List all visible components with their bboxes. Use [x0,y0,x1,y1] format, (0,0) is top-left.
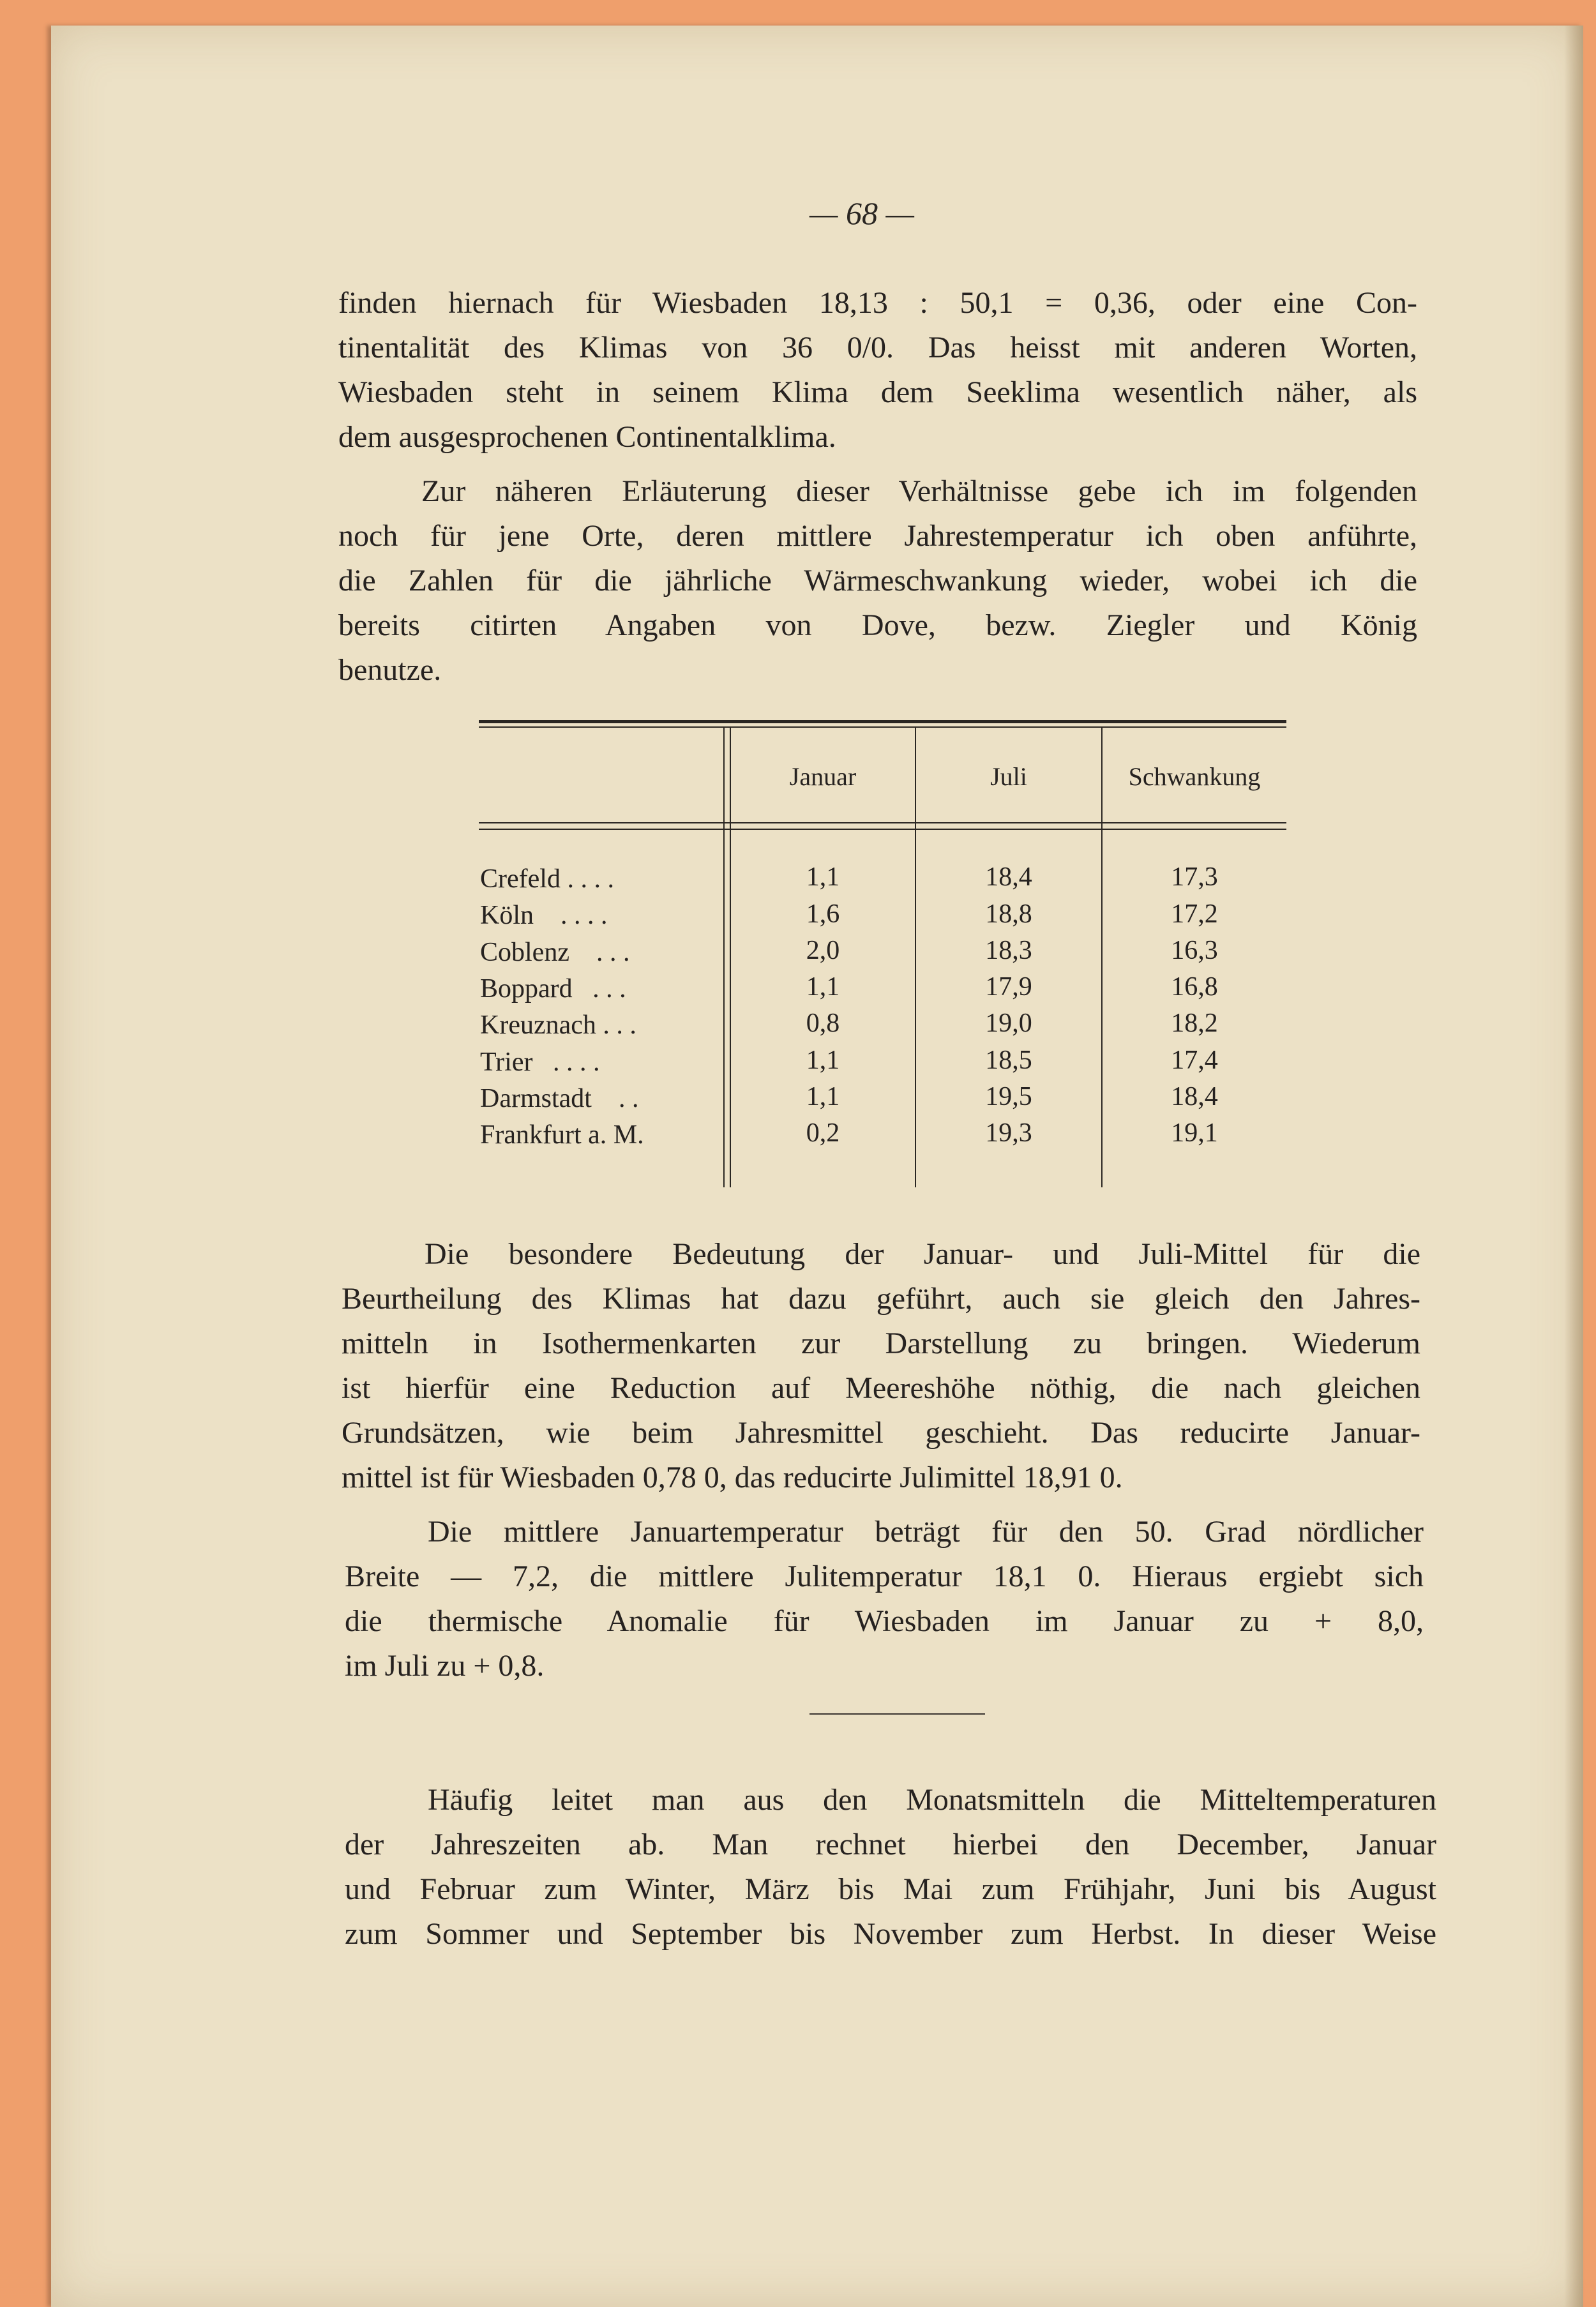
text-line: die Zahlen für die jährliche Wärmeschwankung wieder, wobei ich die [338,564,1417,597]
cell-place: Trier . . . . [480,1048,600,1077]
text-line: dem ausgesprochenen Continentalklima. [338,420,836,454]
cell-schwankung: 17,4 [1171,1046,1218,1075]
cell-januar: 1,1 [806,972,840,1002]
cell-place: Köln . . . . [480,901,608,930]
cell-januar: 1,1 [806,1082,840,1111]
paragraph-2 [338,469,1417,693]
paragraph-3 [342,1232,1420,1500]
cell-schwankung: 18,2 [1171,1009,1218,1038]
cell-place: Crefeld . . . . [480,864,614,894]
cell-place: Kreuznach . . . [480,1011,636,1040]
table-rule-header [479,822,1286,823]
cell-place: Darmstadt . . [480,1084,639,1113]
text-line: benutze. [338,653,442,687]
paragraph-5 [345,1778,1436,1957]
temperature-table [479,720,1286,1192]
cell-schwankung: 16,3 [1171,936,1218,965]
text-line: die thermische Anomalie für Wiesbaden im Januar zu + 8,0, [345,1604,1424,1638]
text-line: im Juli zu + 0,8. [345,1649,545,1683]
cell-juli: 18,3 [985,936,1032,965]
cell-schwankung: 16,8 [1171,972,1218,1002]
cell-januar: 1,6 [806,899,840,929]
text-line: und Februar zum Winter, März bis Mai zum Frühjahr, Juni bis August [345,1872,1436,1906]
text-line: bereits citirten Angaben von Dove, bezw. Ziegler und König [338,608,1417,642]
section-separator [809,1713,985,1715]
page-edge [1564,26,1583,2307]
cell-januar: 1,1 [806,862,840,892]
cell-januar: 0,2 [806,1118,840,1148]
cell-juli: 19,3 [985,1118,1032,1148]
cell-juli: 19,0 [985,1009,1032,1038]
text-line: Wiesbaden steht in seinem Klima dem Seeklima wesentlich näher, als [338,375,1417,409]
text-line: zum Sommer und September bis November zum Herbst. In dieser Weise [345,1917,1436,1951]
page-number: — 68 — [809,195,914,231]
cell-juli: 18,5 [985,1046,1032,1075]
cell-januar: 0,8 [806,1009,840,1038]
text-line: der Jahreszeiten ab. Man rechnet hierbei den December, Januar [345,1828,1436,1861]
cell-schwankung: 17,3 [1171,862,1218,892]
table-rule-header-thin [479,829,1286,830]
text-line: finden hiernach für Wiesbaden 18,13 : 50,1 = 0,36, oder eine Con- [338,286,1417,320]
text-line: mitteln in Isothermenkarten zur Darstellung zu bringen. Wiederum [342,1326,1420,1360]
header-juli: Juli [990,762,1027,791]
cell-juli: 19,5 [985,1082,1032,1111]
text-line: Die besondere Bedeutung der Januar- und Juli-Mittel für die [425,1237,1420,1271]
cell-januar: 2,0 [806,936,840,965]
cell-place: Coblenz . . . [480,938,630,967]
cell-place: Frankfurt a. M. [480,1120,644,1150]
text-line: Die mittlere Januartemperatur beträgt für den 50. Grad nördlicher [428,1515,1424,1549]
cell-januar: 1,1 [806,1046,840,1075]
table-rule-top-thin [479,726,1286,728]
cell-schwankung: 17,2 [1171,899,1218,929]
text-line: ist hierfür eine Reduction auf Meereshöhe nöthig, die nach gleichen [342,1371,1420,1405]
header-januar: Januar [789,762,857,791]
text-line: mittel ist für Wiesbaden 0,78 0, das reducirte Julimittel 18,91 0. [342,1461,1123,1494]
cell-juli: 18,4 [985,862,1032,892]
text-line: Breite — 7,2, die mittlere Julitemperatur 18,1 0. Hieraus ergiebt sich [345,1559,1424,1593]
table-rule-top [479,720,1286,723]
text-line: Häufig leitet man aus den Monatsmitteln die Mitteltemperaturen [428,1783,1436,1817]
paragraph-1 [338,281,1417,460]
cell-schwankung: 18,4 [1171,1082,1218,1111]
header-schwankung: Schwankung [1128,762,1261,791]
text-line: Grundsätzen, wie beim Jahresmittel geschieht. Das reducirte Januar- [342,1416,1420,1450]
paragraph-4 [345,1510,1424,1688]
cell-schwankung: 19,1 [1171,1118,1218,1148]
cell-juli: 18,8 [985,899,1032,929]
cell-juli: 17,9 [985,972,1032,1002]
cell-place: Boppard . . . [480,974,626,1003]
text-line: tinentalität des Klimas von 36 0/0. Das heisst mit anderen Worten, [338,331,1417,364]
text-line: noch für jene Orte, deren mittlere Jahrestemperatur ich oben anführte, [338,519,1417,553]
text-line: Beurtheilung des Klimas hat dazu geführt, auch sie gleich den Jahres- [342,1282,1420,1316]
text-line: Zur näheren Erläuterung dieser Verhältnisse gebe ich im folgenden [421,474,1417,508]
